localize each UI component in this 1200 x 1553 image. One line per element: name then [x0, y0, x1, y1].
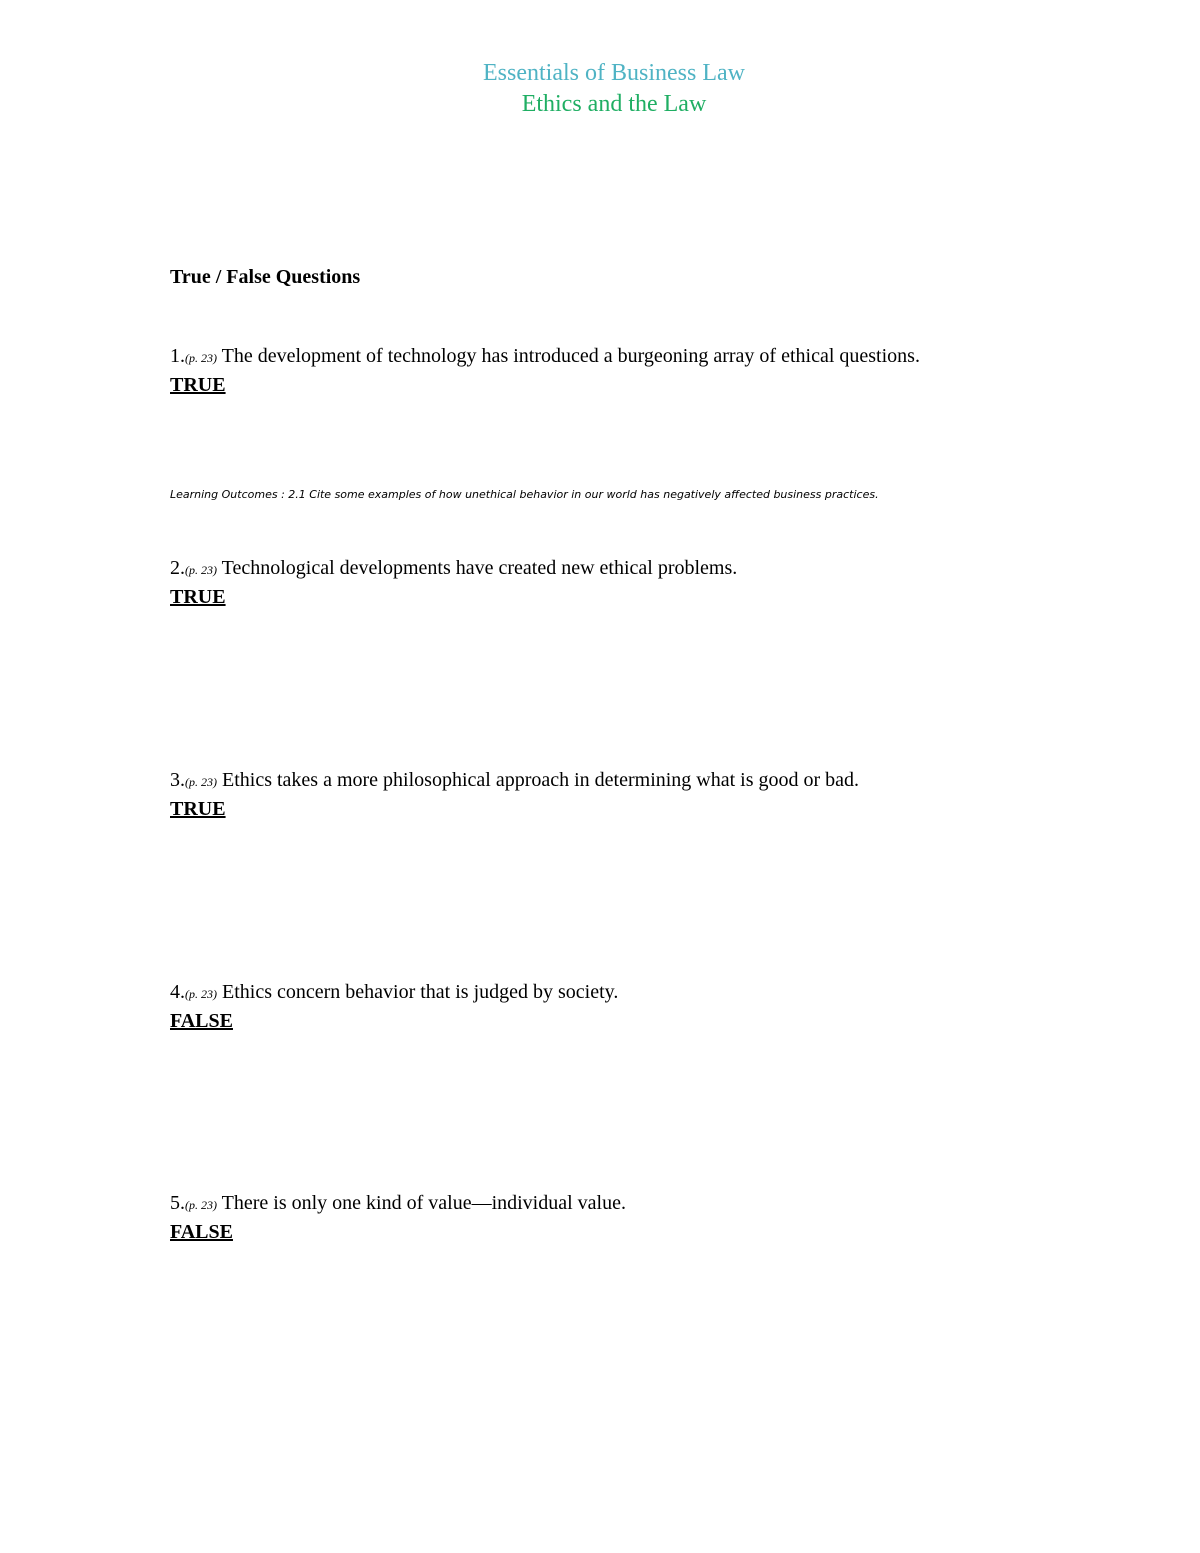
question-line — [170, 767, 859, 796]
section-heading: True / False Questions — [170, 266, 361, 288]
question-3 — [170, 767, 859, 823]
page-reference: (p. 23) — [185, 987, 217, 1001]
question-text: Technological developments have created new ethical problems. — [217, 557, 738, 579]
answer: FALSE — [170, 1010, 233, 1032]
question-line — [170, 555, 737, 584]
document-subtitle: Ethics and the Law — [521, 91, 707, 117]
question-text: Ethics concern behavior that is judged by society. — [217, 981, 619, 1003]
question-number: 4. — [170, 981, 185, 1003]
page-reference: (p. 23) — [185, 775, 217, 789]
question-number: 2. — [170, 557, 185, 579]
learning-outcome: Learning Outcomes : 2.1 Cite some examples of how unethical behavior in our world has negatively affected business practices. — [170, 488, 879, 501]
page-reference: (p. 23) — [185, 1198, 217, 1212]
question-line — [170, 1190, 626, 1219]
question-line — [170, 979, 618, 1008]
question-number: 3. — [170, 769, 185, 791]
question-line — [170, 343, 920, 372]
question-2 — [170, 555, 737, 611]
answer: TRUE — [170, 374, 226, 396]
question-text: The development of technology has introduced a burgeoning array of ethical questions. — [217, 345, 920, 367]
question-text: Ethics takes a more philosophical approach in determining what is good or bad. — [217, 769, 860, 791]
answer: TRUE — [170, 798, 226, 820]
answer: FALSE — [170, 1221, 233, 1243]
document-title: Essentials of Business Law — [483, 60, 745, 86]
question-number: 5. — [170, 1192, 185, 1214]
page-reference: (p. 23) — [185, 351, 217, 365]
question-number: 1. — [170, 345, 185, 367]
question-1 — [170, 343, 920, 399]
page-reference: (p. 23) — [185, 563, 217, 577]
question-5 — [170, 1190, 626, 1246]
question-4 — [170, 979, 618, 1035]
document-header — [0, 58, 1200, 120]
answer: TRUE — [170, 586, 226, 608]
question-text: There is only one kind of value—individual value. — [217, 1192, 626, 1214]
